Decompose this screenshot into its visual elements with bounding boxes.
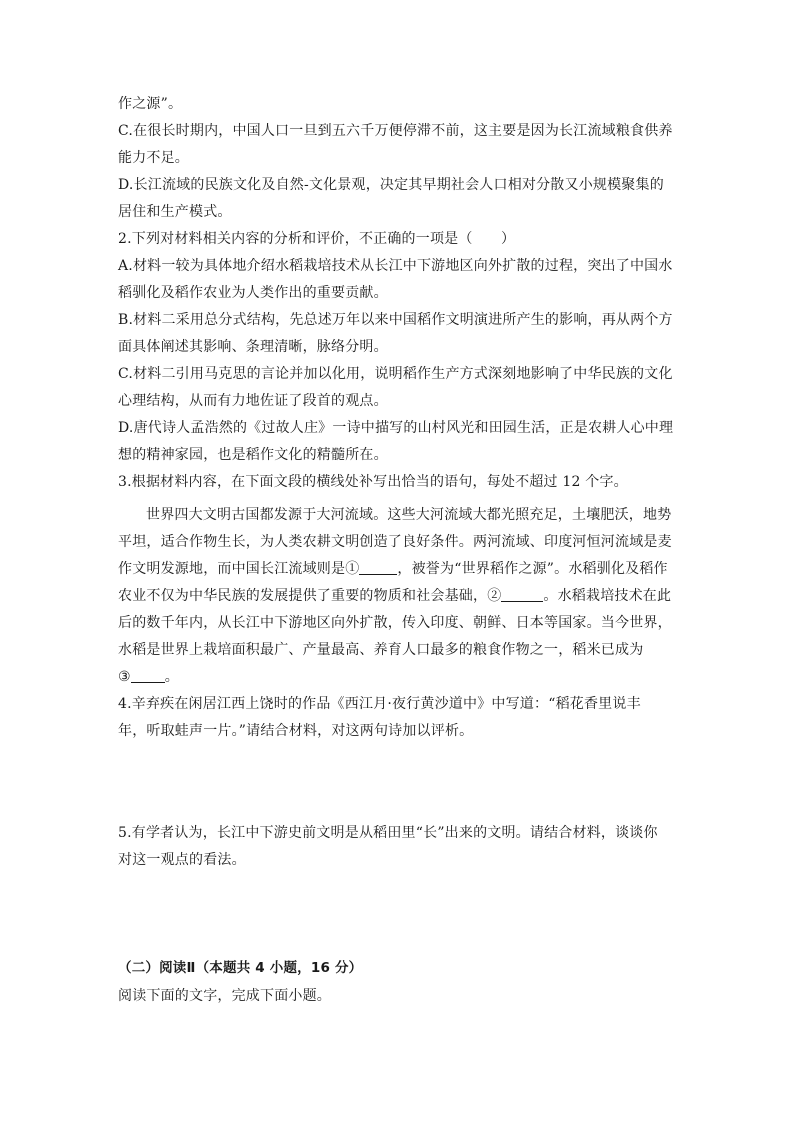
q3-line-4-part-b: 。水稻栽培技术在此 bbox=[543, 588, 672, 604]
q2-option-d-line-2: 想的精神家园，也是稻作文化的精髓所在。 bbox=[118, 447, 388, 463]
blank-2[interactable] bbox=[501, 587, 543, 602]
q3-line-3-part-b: ，被誉为“世界稻作之源”。水稻驯化及稻作 bbox=[397, 561, 668, 577]
q2-option-a-line-1: A.材料一较为具体地介绍水稻栽培技术从长江中下游地区向外扩散的过程，突出了中国水 bbox=[118, 258, 673, 274]
option-c-line-1: C.在很长时期内，中国人口一旦到五六千万便停滞不前，这主要是因为长江流域粮食供养 bbox=[118, 123, 673, 139]
question-4-line-1: 4.辛弃疾在闲居江西上饶时的作品《西江月·夜行黄沙道中》中写道：“稻花香里说丰 bbox=[118, 696, 641, 712]
q2-option-c-line-1: C.材料二引用马克思的言论并加以化用，说明稻作生产方式深刻地影响了中华民族的文化 bbox=[118, 366, 673, 382]
q3-paragraph-line-3 bbox=[118, 559, 678, 579]
q3-paragraph-line-5: 后的数千年内，从长江中下游地区向外扩散，传入印度、朝鲜、日本等国家。当今世界， bbox=[118, 615, 672, 631]
q3-line-7-part-b: 。 bbox=[164, 669, 179, 685]
q2-option-d-line-1: D.唐代诗人孟浩然的《过故人庄》一诗中描写的山村风光和田园生活，正是农耕人心中理 bbox=[118, 420, 674, 436]
question-4-line-2: 年，听取蛙声一片。”请结合材料，对这两句诗加以评析。 bbox=[118, 723, 474, 739]
option-c-line-2: 能力不足。 bbox=[118, 150, 189, 166]
q3-paragraph-line-4 bbox=[118, 586, 678, 606]
question-2-stem: 2.下列对材料相关内容的分析和评价，不正确的一项是（ ） bbox=[118, 231, 516, 247]
question-5-line-2: 对这一观点的看法。 bbox=[118, 852, 246, 868]
option-d-line-2: 居住和生产模式。 bbox=[118, 204, 232, 220]
blank-3[interactable] bbox=[131, 668, 165, 683]
q2-option-b-line-2: 面具体阐述其影响、条理清晰，脉络分明。 bbox=[118, 339, 388, 355]
blank-1[interactable] bbox=[359, 560, 397, 575]
option-d-line-1: D.长江流域的民族文化及自然-文化景观，决定其早期社会人口相对分散又小规模聚集的 bbox=[118, 177, 664, 193]
section-2-instruction: 阅读下面的文字，完成下面小题。 bbox=[118, 988, 331, 1004]
option-c-tail: 作之源”。 bbox=[118, 96, 183, 112]
section-2-heading: （二）阅读Ⅱ（本题共 4 小题，16 分） bbox=[118, 960, 363, 976]
q3-paragraph-line-6: 水稻是世界上栽培面积最广、产量最高、养育人口最多的粮食作物之一，稻米已成为 bbox=[118, 642, 644, 658]
question-3-stem: 3.根据材料内容，在下面文段的横线处补写出恰当的语句，每处不超过 12 个字。 bbox=[118, 474, 628, 490]
q3-paragraph-line-1: 世界四大文明古国都发源于大河流域。这些大河流域大都光照充足，土壤肥沃，地势 bbox=[146, 507, 672, 523]
q3-line-4-part-a: 农业不仅为中华民族的发展提供了重要的物质和社会基础，② bbox=[118, 588, 502, 604]
q3-line-3-part-a: 作文明发源地，而中国长江流域则是① bbox=[118, 561, 360, 577]
q3-line-7-part-a: ③ bbox=[118, 669, 131, 685]
question-5-line-1: 5.有学者认为，长江中下游史前文明是从稻田里“长”出来的文明。请结合材料，谈谈你 bbox=[118, 825, 658, 841]
q3-paragraph-line-2: 平坦，适合作物生长，为人类农耕文明创造了良好条件。两河流域、印度河恒河流域是麦 bbox=[118, 534, 672, 550]
q3-paragraph-line-7 bbox=[118, 667, 678, 687]
q2-option-a-line-2: 稻驯化及稻作农业为人类作出的重要贡献。 bbox=[118, 285, 388, 301]
q2-option-c-line-2: 心理结构，从而有力地佐证了段首的观点。 bbox=[118, 393, 388, 409]
q2-option-b-line-1: B.材料二采用总分式结构，先总述万年以来中国稻作文明演进所产生的影响，再从两个方 bbox=[118, 312, 673, 328]
